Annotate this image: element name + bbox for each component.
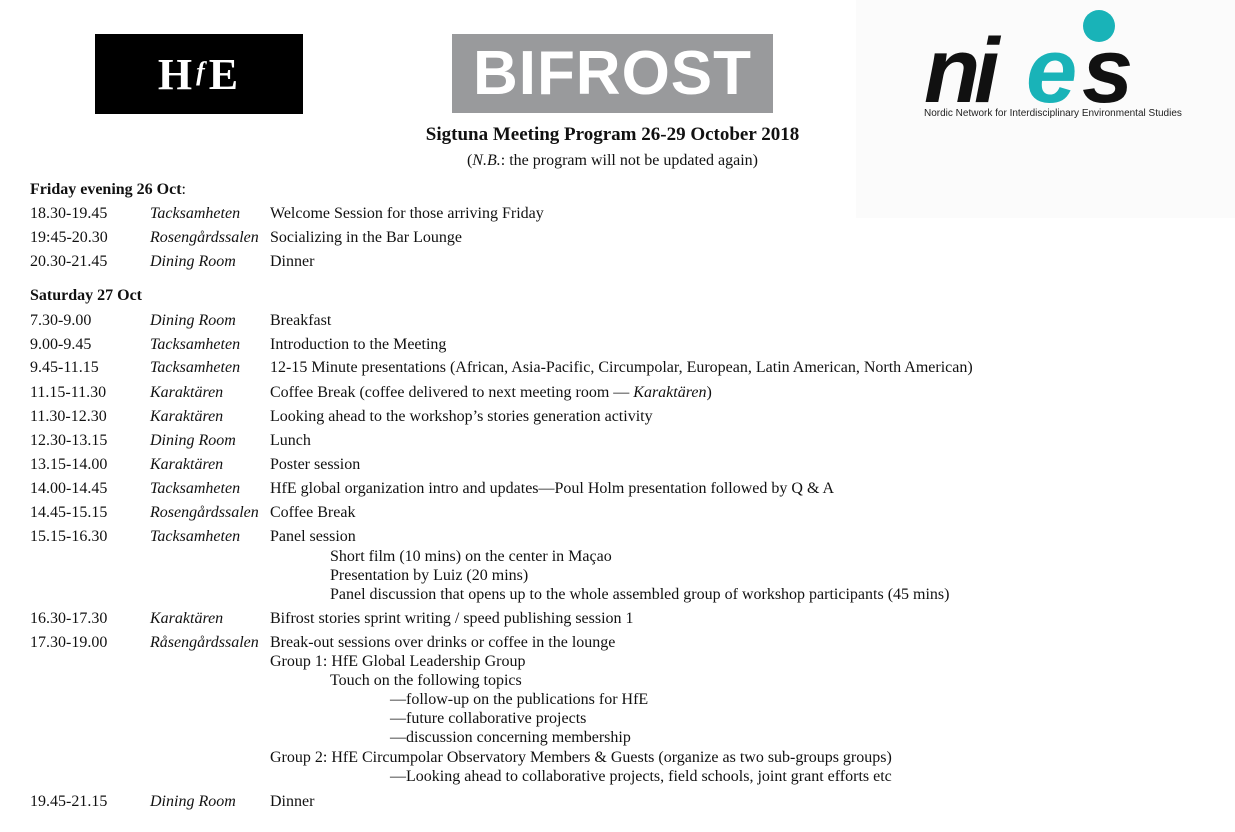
breakout-topic: —discussion concerning membership xyxy=(390,729,631,746)
row-desc: Welcome Session for those arriving Friday xyxy=(270,205,544,222)
row-room: Dining Room xyxy=(150,253,236,270)
page-title: Sigtuna Meeting Program 26-29 October 2018 xyxy=(425,124,800,145)
row-room: Tacksamheten xyxy=(150,205,241,222)
friday-heading-text: Friday evening 26 Oct xyxy=(30,181,182,198)
row-desc: Breakfast xyxy=(270,312,332,329)
breakout-group-2: Group 2: HfE Circumpolar Observatory Members & Guests (organize as two sub-groups groups) xyxy=(270,749,892,766)
row-desc-room: Karaktären xyxy=(633,384,707,401)
row-time: 19.45-21.15 xyxy=(30,793,108,810)
row-room: Dining Room xyxy=(150,312,236,329)
row-desc: Introduction to the Meeting xyxy=(270,336,447,353)
breakout-topic: —follow-up on the publications for HfE xyxy=(390,691,649,708)
row-room: Dining Room xyxy=(150,432,236,449)
row-room: Dining Room xyxy=(150,793,236,810)
row-room: Karaktären xyxy=(150,408,224,425)
row-desc: Lunch xyxy=(270,432,311,449)
row-desc: HfE global organization intro and updates—Poul Holm presentation followed by Q & A xyxy=(270,480,835,497)
row-room: Tacksamheten xyxy=(150,336,241,353)
row-desc-text: Coffee Break (coffee delivered to next meeting room — xyxy=(270,384,634,401)
row-room: Råsengårdssalen xyxy=(150,634,259,651)
row-time: 18.30-19.45 xyxy=(30,205,108,222)
row-room: Tacksamheten xyxy=(150,480,241,497)
breakout-topic: —future collaborative projects xyxy=(390,710,587,727)
row-desc: 12-15 Minute presentations (African, Asia-Pacific, Circumpolar, European, Latin American, North American) xyxy=(270,359,973,376)
row-room: Karaktären xyxy=(150,456,224,473)
row-desc: Break-out sessions over drinks or coffee in the lounge xyxy=(270,634,616,651)
row-room: Tacksamheten xyxy=(150,528,241,545)
hfe-logo-f: f xyxy=(196,57,207,86)
row-desc: Looking ahead to the workshop’s stories generation activity xyxy=(270,408,653,425)
row-time: 14.45-15.15 xyxy=(30,504,108,521)
row-time: 9.00-9.45 xyxy=(30,336,92,353)
hfe-logo-e: E xyxy=(208,49,241,99)
friday-heading xyxy=(30,181,186,199)
page-subtitle: (N.B.: the program will not be updated again) xyxy=(466,152,759,169)
saturday-heading: Saturday 27 Oct xyxy=(30,287,142,304)
row-time: 17.30-19.00 xyxy=(30,634,108,651)
row-desc: Dinner xyxy=(270,793,315,810)
row-time: 12.30-13.15 xyxy=(30,432,108,449)
row-desc: Poster session xyxy=(270,456,361,473)
breakout-group-2-item: —Looking ahead to collaborative projects, field schools, joint grant efforts etc xyxy=(390,768,892,785)
row-room: Karaktären xyxy=(150,610,224,627)
row-desc-end: ) xyxy=(706,384,712,401)
row-time: 14.00-14.45 xyxy=(30,480,108,497)
panel-item: Panel discussion that opens up to the whole assembled group of workshop participants (45 mins) xyxy=(330,586,950,603)
hfe-logo-h: H xyxy=(157,49,195,99)
row-desc: Socializing in the Bar Lounge xyxy=(270,229,462,246)
nies-tagline: Nordic Network for Interdisciplinary Environmental Studies xyxy=(924,108,1182,119)
panel-item: Short film (10 mins) on the center in Maçao xyxy=(330,548,612,565)
row-time: 11.15-11.30 xyxy=(30,384,107,401)
row-time: 11.30-12.30 xyxy=(30,408,107,425)
nies-logo xyxy=(922,8,1202,113)
friday-heading-colon: : xyxy=(181,181,186,198)
row-desc: Dinner xyxy=(270,253,315,270)
row-time: 19:45-20.30 xyxy=(30,229,108,246)
subtitle-nb: N.B. xyxy=(472,152,501,169)
nies-logo-word-i: i xyxy=(974,20,994,113)
row-desc: Panel session xyxy=(270,528,356,545)
nies-logo-word-s: s xyxy=(1082,20,1134,113)
row-time: 9.45-11.15 xyxy=(30,359,99,376)
row-desc: Coffee Break xyxy=(270,504,356,521)
row-room: Rosengårdssalen xyxy=(150,504,259,521)
row-time: 20.30-21.45 xyxy=(30,253,108,270)
bifrost-logo: BIFROST xyxy=(452,34,773,113)
breakout-touch: Touch on the following topics xyxy=(330,672,522,689)
subtitle-text: : the program will not be updated again) xyxy=(500,152,759,169)
panel-item: Presentation by Luiz (20 mins) xyxy=(330,567,529,584)
breakout-group-1: Group 1: HfE Global Leadership Group xyxy=(270,653,526,670)
hfe-logo xyxy=(95,34,303,114)
row-room: Tacksamheten xyxy=(150,359,241,376)
nies-logo-word: n xyxy=(924,20,975,113)
nies-logo-word-e: e xyxy=(1026,20,1078,113)
row-time: 15.15-16.30 xyxy=(30,528,108,545)
row-desc: Bifrost stories sprint writing / speed publishing session 1 xyxy=(270,610,634,627)
row-time: 13.15-14.00 xyxy=(30,456,108,473)
row-time: 7.30-9.00 xyxy=(30,312,92,329)
row-room: Rosengårdssalen xyxy=(150,229,259,246)
row-time: 16.30-17.30 xyxy=(30,610,108,627)
row-room: Karaktären xyxy=(150,384,224,401)
row-desc xyxy=(270,382,712,404)
